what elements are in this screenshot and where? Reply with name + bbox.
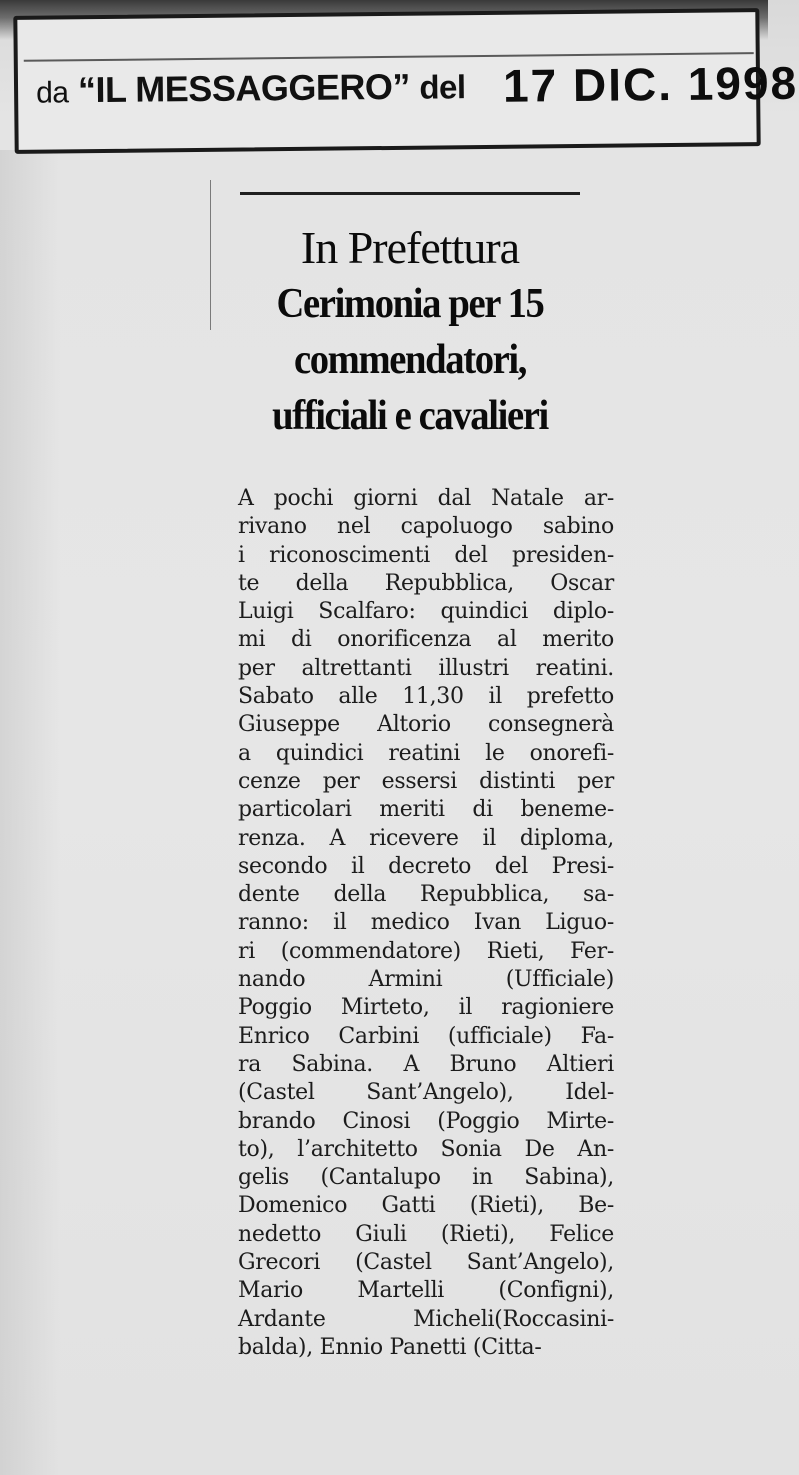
article-body-line: gelis (Cantalupo in Sabina), xyxy=(238,1165,614,1191)
masthead-source xyxy=(36,65,466,111)
article-body-line: particolari meriti di beneme- xyxy=(238,797,614,823)
article-body-line: to), l’architetto Sonia De An- xyxy=(238,1136,614,1162)
article-body-line: A pochi giorni dal Natale ar- xyxy=(238,486,614,511)
article-clipping xyxy=(210,180,614,1475)
headline-line: Cerimonia per 15 xyxy=(276,281,544,327)
article-body-line: nedetto Giuli (Rieti), Felice xyxy=(238,1221,614,1247)
masthead-date: 17 DIC. 1998 xyxy=(502,56,799,112)
article-body-line: Luigi Scalfaro: quindici diplo- xyxy=(238,599,614,625)
newspaper-masthead-stamp xyxy=(13,8,799,154)
masthead-prefix: da xyxy=(35,76,69,110)
article-body-line: secondo il decreto del Presi- xyxy=(238,853,614,879)
article-body-line: Mario Martelli (Configni), xyxy=(238,1278,614,1304)
article-body-line: balda), Ennio Panetti (Citta- xyxy=(238,1334,542,1360)
article-body xyxy=(238,485,614,1362)
article-body-line: (Castel Sant’Angelo), Idel- xyxy=(238,1080,614,1106)
article-body-line: ranno: il medico Ivan Liguo- xyxy=(238,910,614,936)
article-body-line: Grecori (Castel Sant’Angelo), xyxy=(238,1250,614,1276)
article-body-line: a quindici reatini le onorefi- xyxy=(238,740,614,766)
article-body-line: i riconoscimenti del presiden- xyxy=(238,542,614,568)
article-body-line: Poggio Mirteto, il ragioniere xyxy=(238,995,614,1021)
article-body-line: mi di onorificenza al merito xyxy=(238,627,614,653)
article-body-line: brando Cinosi (Poggio Mirte- xyxy=(238,1108,614,1134)
photocopy-left-shade xyxy=(0,150,60,1475)
article-body-line: Domenico Gatti (Rieti), Be- xyxy=(238,1193,614,1219)
article-body-line: dente della Repubblica, sa- xyxy=(238,882,614,908)
headline-top-rule xyxy=(240,192,580,195)
headline-line: commendatori, xyxy=(293,337,527,383)
headline-line: ufficiali e cavalieri xyxy=(272,393,548,439)
article-body-line: renza. A ricevere il diploma, xyxy=(238,825,614,851)
article-body-line: Enrico Carbini (ufficiale) Fa- xyxy=(238,1023,614,1049)
article-headline xyxy=(210,220,610,444)
article-body-line: Giuseppe Altorio consegnerà xyxy=(238,712,614,738)
article-body-line: rivano nel capoluogo sabino xyxy=(238,514,614,540)
article-body-line: per altrettanti illustri reatini. xyxy=(238,655,614,681)
masthead-connector: del xyxy=(419,68,466,106)
article-body-line: Sabato alle 11,30 il prefetto xyxy=(238,684,614,710)
article-body-line: ri (commendatore) Rieti, Fer- xyxy=(238,938,614,964)
article-body-line: nando Armini (Ufficiale) xyxy=(238,967,614,993)
masthead-newspaper-name: “IL MESSAGGERO” xyxy=(77,65,411,111)
article-body-line: cenze per essersi distinti per xyxy=(238,768,614,794)
headline-kicker: In Prefettura xyxy=(300,222,520,273)
article-body-line: Ardante Micheli(Roccasini- xyxy=(238,1306,614,1332)
article-body-line: te della Repubblica, Oscar xyxy=(238,570,614,596)
article-body-line: ra Sabina. A Bruno Altieri xyxy=(238,1051,614,1077)
